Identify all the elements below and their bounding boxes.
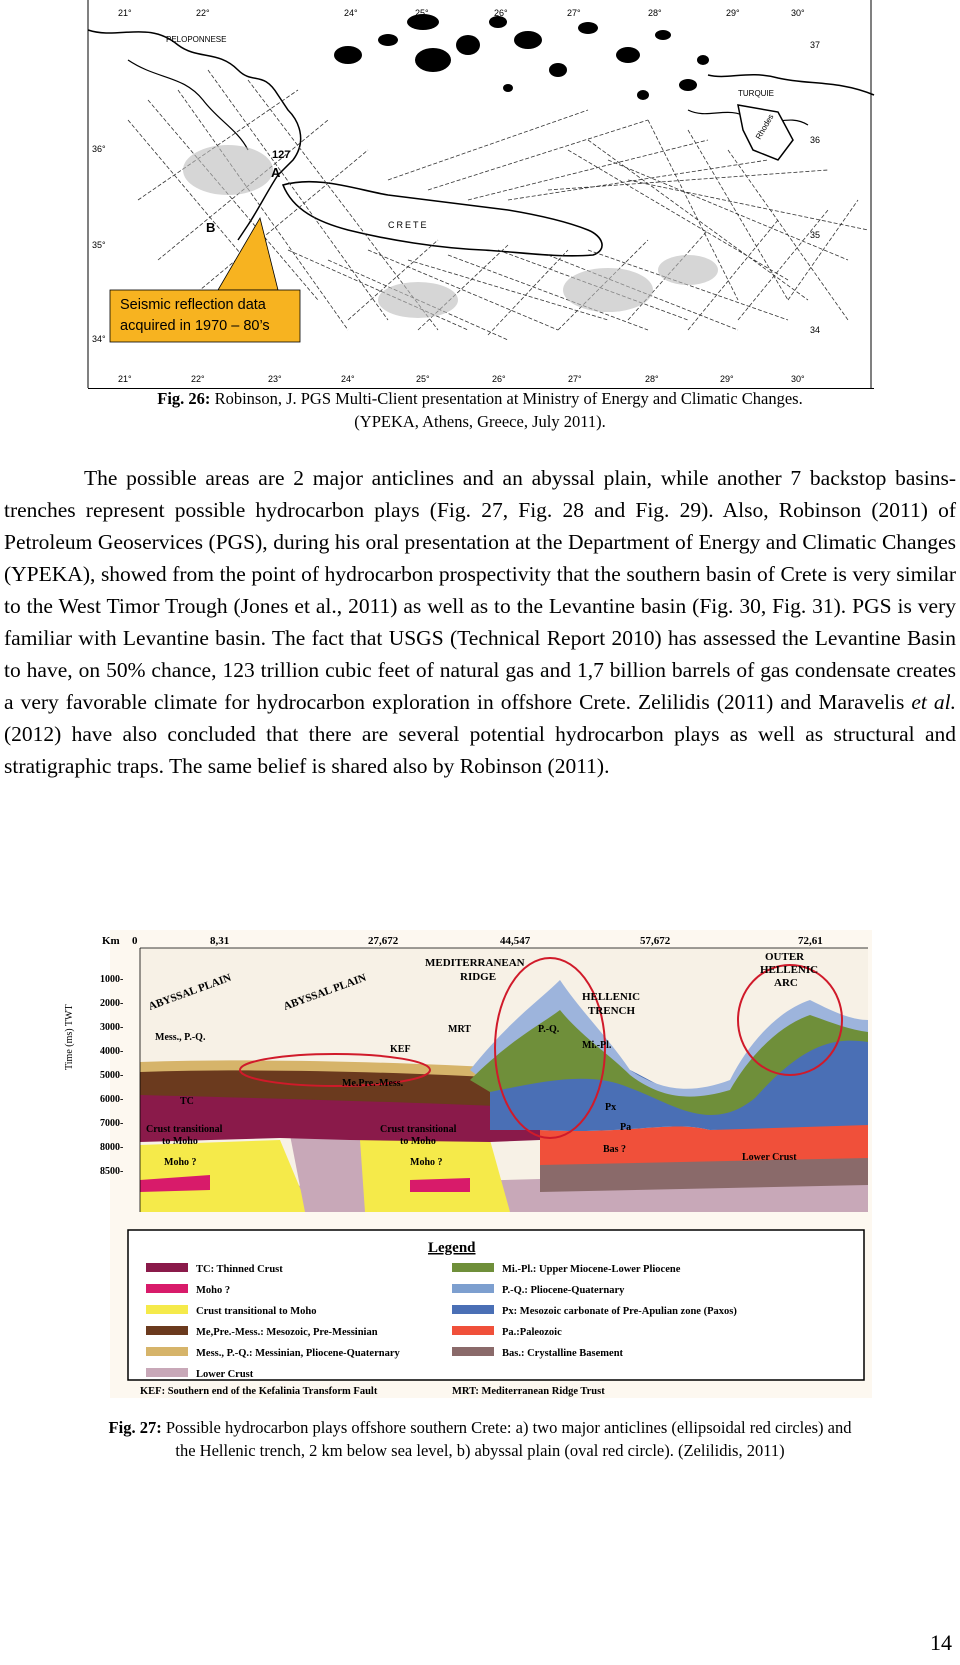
body-text-part2: (2012) have also concluded that there are several potential hydrocarbon plays as well as structural and stratigraphic traps. The same belief is shared also by Robinson (2011). (4, 722, 956, 778)
label-hellenic-trench-1: HELLENIC (582, 991, 641, 1003)
lat-tick-left: 35° (92, 240, 106, 250)
lat-tick-right: 34 (810, 325, 821, 335)
body-paragraph (4, 462, 956, 782)
lon-tick-bottom: 26° (492, 374, 506, 384)
label-mrt: MRT (448, 1024, 471, 1035)
legend-item: Moho ? (196, 1285, 231, 1296)
label-crust-1b: to Moho (162, 1136, 198, 1147)
km-tick: 44,547 (500, 935, 531, 947)
label-turquie: TURQUIE (738, 89, 774, 98)
time-tick: 8000- (100, 1142, 124, 1153)
legend-item: P.-Q.: Pliocene-Quaternary (502, 1285, 625, 1296)
cross-section (64, 930, 872, 1398)
label-crete: CRETE (388, 220, 429, 230)
km-tick: 57,672 (640, 935, 671, 947)
label-abyssal-plain-2: ABYSSAL PLAIN (281, 971, 368, 1013)
label-med-ridge-2: RIDGE (460, 971, 497, 983)
legend-item: Mi.-Pl.: Upper Miocene-Lower Pliocene (502, 1264, 681, 1275)
label-outer-arc-3: ARC (774, 977, 798, 989)
fig27-caption-label: Fig. 27: (108, 1418, 162, 1437)
page-number: 14 (930, 1630, 952, 1655)
legend-item: Lower Crust (196, 1369, 254, 1380)
legend-item: Me,Pre.-Mess.: Mesozoic, Pre-Messinian (196, 1327, 378, 1338)
seismic-lines-map (88, 0, 874, 388)
lon-tick-top: 30° (791, 8, 805, 18)
body-text-italic: et al. (911, 690, 956, 714)
label-crust-2b: to Moho (400, 1136, 436, 1147)
lon-tick-bottom: 27° (568, 374, 582, 384)
label-point-a: A (271, 165, 281, 180)
label-rhodes: Rhodes (753, 112, 776, 141)
legend-item: Mess., P.-Q.: Messinian, Pliocene-Quaternary (196, 1348, 400, 1359)
km-tick: 8,31 (210, 935, 230, 947)
label-abyssal-plain-1: ABYSSAL PLAIN (146, 971, 233, 1013)
lon-tick-bottom: 29° (720, 374, 734, 384)
time-tick: 7000- (100, 1118, 124, 1129)
fig26-caption-line2: (YPEKA, Athens, Greece, July 2011). (354, 412, 606, 431)
label-mess: Mess., P.-Q. (155, 1032, 206, 1043)
legend-title: Legend (428, 1240, 476, 1256)
label-bas: Bas ? (603, 1144, 627, 1155)
km-label: Km (102, 935, 120, 947)
label-px: Px (605, 1102, 617, 1113)
lon-tick-top: 29° (726, 8, 740, 18)
legend-item: Crust transitional to Moho (196, 1306, 317, 1317)
fig26-caption-label: Fig. 26: (157, 389, 211, 408)
lon-tick-top: 22° (196, 8, 210, 18)
fig26-caption (40, 387, 920, 433)
label-127: 127 (272, 149, 291, 161)
label-pq: P.-Q. (538, 1024, 560, 1035)
time-tick: 1000- (100, 974, 124, 985)
y-axis-label: Time (ms) TWT (64, 1004, 75, 1070)
fig26-caption-text: Robinson, J. PGS Multi-Client presentation at Ministry of Energy and Climatic Changes. (210, 389, 803, 408)
lat-tick-right: 35 (810, 230, 821, 240)
km-tick: 27,672 (368, 935, 399, 947)
label-moho-2: Moho ? (410, 1157, 443, 1168)
legend-item: TC: Thinned Crust (196, 1264, 283, 1275)
km-tick: 72,61 (798, 935, 823, 947)
lat-tick-right: 36 (810, 135, 821, 145)
lon-tick-top: 27° (567, 8, 581, 18)
lon-tick-top: 24° (344, 8, 358, 18)
label-pa: Pa (620, 1122, 632, 1133)
fig27-figure (64, 930, 872, 1398)
label-crust-1a: Crust transitional (146, 1124, 223, 1135)
time-tick: 5000- (100, 1070, 124, 1081)
legend-item: Px: Mesozoic carbonate of Pre-Apulian zone (Paxos) (502, 1306, 737, 1317)
time-tick: 8500- (100, 1166, 124, 1177)
km-tick: 0 (132, 935, 138, 947)
label-me-pre-mess: Me.Pre.-Mess. (342, 1078, 404, 1089)
lat-tick-left: 36° (92, 144, 106, 154)
fig27-caption-text: Possible hydrocarbon plays offshore southern Crete: a) two major anticlines (ellipsoidal red circles) and (161, 1418, 852, 1437)
label-outer-arc-2: HELLENIC (760, 964, 819, 976)
lon-tick-top: 21° (118, 8, 132, 18)
fig26-map (88, 0, 874, 389)
label-med-ridge-1: MEDITERRANEAN (425, 957, 525, 969)
lon-tick-bottom: 21° (118, 374, 132, 384)
lon-tick-top: 28° (648, 8, 662, 18)
time-tick: 3000- (100, 1022, 124, 1033)
label-hellenic-trench-2: TRENCH (588, 1005, 636, 1017)
legend-item: Bas.: Crystalline Basement (502, 1348, 624, 1359)
lon-tick-top: 26° (494, 8, 508, 18)
lon-tick-bottom: 23° (268, 374, 282, 384)
lon-tick-bottom: 25° (416, 374, 430, 384)
time-tick: 2000- (100, 998, 124, 1009)
lon-tick-top: 25° (415, 8, 429, 18)
label-outer-arc-1: OUTER (765, 951, 805, 963)
label-point-b: B (206, 220, 216, 235)
fig27-caption (10, 1416, 950, 1462)
label-mi-pl: Mi.-Pl. (582, 1040, 612, 1051)
lat-tick-left: 34° (92, 334, 106, 344)
lon-tick-bottom: 22° (191, 374, 205, 384)
label-moho-1: Moho ? (164, 1157, 197, 1168)
body-text-part1: The possible areas are 2 major anticlines and an abyssal plain, while another 7 backstop basins-trenches represent possible hydrocarbon plays (Fig. 27, Fig. 28 and Fig. 29). Also, Robinson (2011) of Petroleum Geoservices (PGS), during his oral presentation at the Department of Energy and Climatic Changes (YPEKA), showed from the point of hydrocarbon prospectivity that the southern basin of Crete is very similar to the West Timor Trough (Jones et al., 2011) as well as to the Levantine basin (Fig. 30, Fig. 31). PGS is very familiar with Levantine basin. The fact that USGS (Technical Report 2010) has assessed the Levantine Basin to have, on 50% chance, 123 trillion cubic feet of natural gas and 1,7 billion barrels of gas condensate creates a very favorable climate for hydrocarbon exploration in offshore Crete. Zelilidis (2011) and Maravelis (4, 466, 956, 714)
lat-tick-right: 37 (810, 40, 821, 50)
lon-tick-bottom: 30° (791, 374, 805, 384)
lon-tick-bottom: 28° (645, 374, 659, 384)
legend-mrt-note: MRT: Mediterranean Ridge Trust (452, 1386, 605, 1397)
lon-tick-bottom: 24° (341, 374, 355, 384)
callout-line2: acquired in 1970 – 80’s (120, 318, 270, 334)
label-kef: KEF (390, 1044, 411, 1055)
label-crust-2a: Crust transitional (380, 1124, 457, 1135)
legend-kef-note: KEF: Southern end of the Kefalinia Transform Fault (140, 1386, 378, 1397)
callout-line1: Seismic reflection data (120, 297, 266, 313)
fig27-caption-line2: the Hellenic trench, 2 km below sea level, b) abyssal plain (oval red circle). (Zelilidis, 2011) (175, 1441, 785, 1460)
label-tc: TC (180, 1096, 194, 1107)
label-peloponnese: PELOPONNESE (166, 35, 227, 44)
legend-item: Pa.:Paleozoic (502, 1327, 562, 1338)
label-lower-crust: Lower Crust (742, 1152, 797, 1163)
time-tick: 4000- (100, 1046, 124, 1057)
time-tick: 6000- (100, 1094, 124, 1105)
